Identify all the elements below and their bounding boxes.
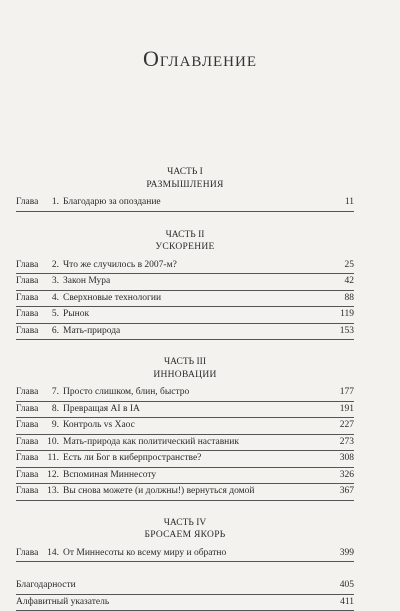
chapter-title: Сверхновые технологии: [63, 291, 330, 307]
part-number: ЧАСТЬ III: [16, 356, 354, 369]
chapter-number: 11.: [46, 451, 59, 467]
part-number: ЧАСТЬ I: [16, 166, 354, 179]
chapter-number: 9.: [46, 418, 59, 434]
toc-entry-index[interactable]: [16, 595, 354, 611]
chapter-title: Рынок: [63, 307, 330, 323]
chapter-label: Глава: [16, 324, 46, 340]
page-number: 88: [330, 291, 354, 307]
chapter-number: 13.: [46, 484, 59, 500]
toc-entry[interactable]: [16, 324, 354, 341]
page-number: 308: [330, 451, 354, 467]
chapter-number: 5.: [46, 307, 59, 323]
chapter-number: 10.: [46, 435, 59, 451]
toc-entry[interactable]: [16, 546, 354, 563]
entry-title: Алфавитный указатель: [16, 595, 330, 611]
part-name: ИННОВАЦИИ: [16, 369, 354, 382]
part-heading: [16, 229, 354, 254]
toc-entry[interactable]: [16, 468, 354, 485]
toc-entry[interactable]: [16, 402, 354, 419]
chapter-title: Мать-природа: [63, 324, 330, 340]
toc-entry[interactable]: [16, 274, 354, 291]
page-number: 42: [330, 274, 354, 290]
chapter-label: Глава: [16, 484, 46, 500]
part-number: ЧАСТЬ II: [16, 229, 354, 242]
chapter-number: 12.: [46, 468, 59, 484]
chapter-title: Просто слишком, блин, быстро: [63, 385, 330, 401]
chapter-number: 7.: [46, 385, 59, 401]
page-number: 177: [330, 385, 354, 401]
chapter-number: 3.: [46, 274, 59, 290]
chapter-label: Глава: [16, 546, 46, 562]
toc-entry[interactable]: [16, 195, 354, 212]
page-number: 191: [330, 402, 354, 418]
chapter-title: Контроль vs Хаос: [63, 418, 330, 434]
chapter-label: Глава: [16, 402, 46, 418]
page-number: 273: [330, 435, 354, 451]
chapter-label: Глава: [16, 274, 46, 290]
page-number: 411: [330, 595, 354, 611]
chapter-label: Глава: [16, 307, 46, 323]
part-number: ЧАСТЬ IV: [16, 517, 354, 530]
page-number: 326: [330, 468, 354, 484]
chapter-title: Благодарю за опоздание: [63, 195, 330, 211]
chapter-title: Закон Мура: [63, 274, 330, 290]
chapter-label: Глава: [16, 418, 46, 434]
chapter-label: Глава: [16, 435, 46, 451]
part-name: БРОСАЕМ ЯКОРЬ: [16, 529, 354, 542]
entry-title: Благодарности: [16, 578, 330, 594]
toc-entry[interactable]: [16, 484, 354, 501]
chapter-title: Есть ли Бог в киберпространстве?: [63, 451, 330, 467]
toc-entry[interactable]: [16, 291, 354, 308]
chapter-title: Что же случилось в 2007-м?: [63, 258, 330, 274]
part-name: РАЗМЫШЛЕНИЯ: [16, 179, 354, 192]
chapter-title: Вспоминая Миннесоту: [63, 468, 330, 484]
page-number: 227: [330, 418, 354, 434]
table-of-contents: [16, 166, 354, 611]
toc-entry[interactable]: [16, 435, 354, 452]
chapter-title: От Миннесоты ко всему миру и обратно: [63, 546, 330, 562]
toc-entry[interactable]: [16, 258, 354, 275]
page-number: 367: [330, 484, 354, 500]
chapter-label: Глава: [16, 451, 46, 467]
part-heading: [16, 166, 354, 191]
toc-entry-acknowledgements[interactable]: [16, 578, 354, 595]
toc-entry[interactable]: [16, 385, 354, 402]
part-heading: [16, 356, 354, 381]
chapter-number: 14.: [46, 546, 59, 562]
chapter-number: 2.: [46, 258, 59, 274]
chapter-number: 6.: [46, 324, 59, 340]
page-number: 119: [330, 307, 354, 323]
chapter-number: 8.: [46, 402, 59, 418]
toc-entry[interactable]: [16, 418, 354, 435]
toc-entry[interactable]: [16, 451, 354, 468]
chapter-label: Глава: [16, 195, 46, 211]
part-name: УСКОРЕНИЕ: [16, 241, 354, 254]
page-number: 405: [330, 578, 354, 594]
chapter-title: Превращая AI в IA: [63, 402, 330, 418]
chapter-label: Глава: [16, 291, 46, 307]
part-heading: [16, 517, 354, 542]
page-number: 11: [330, 195, 354, 211]
toc-entry[interactable]: [16, 307, 354, 324]
page-title: Оглавление: [0, 46, 400, 72]
chapter-title: Вы снова можете (и должны!) вернуться домой: [63, 484, 330, 500]
chapter-label: Глава: [16, 258, 46, 274]
chapter-title: Мать-природа как политический наставник: [63, 435, 330, 451]
chapter-label: Глава: [16, 468, 46, 484]
chapter-number: 4.: [46, 291, 59, 307]
page-number: 25: [330, 258, 354, 274]
page-number: 399: [330, 546, 354, 562]
page-number: 153: [330, 324, 354, 340]
chapter-number: 1.: [46, 195, 59, 211]
chapter-label: Глава: [16, 385, 46, 401]
